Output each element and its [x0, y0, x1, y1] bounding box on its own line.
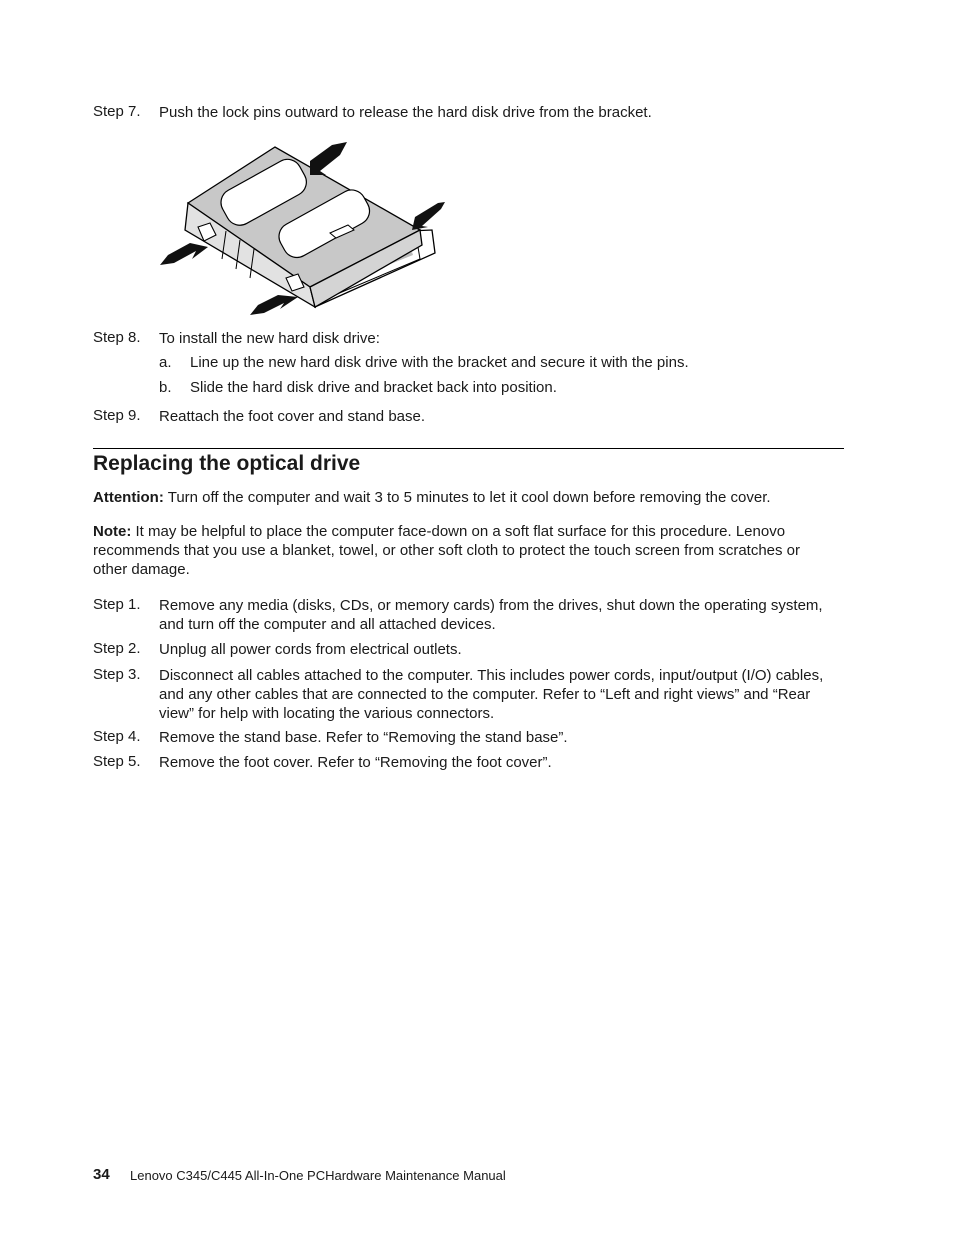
- note-text: It may be helpful to place the computer face-down on a soft flat surface for this procedure. Lenovo recommends that you use a blanket, towel, or other soft cloth to protect the touch screen from scratches or other damage.: [93, 523, 801, 578]
- step-label: Step 1.: [93, 596, 141, 613]
- attention-paragraph: [93, 488, 838, 507]
- step-text: Push the lock pins outward to release the hard disk drive from the bracket.: [159, 104, 652, 121]
- step-label: Step 4.: [93, 728, 141, 745]
- step-label: Step 3.: [93, 666, 141, 683]
- step-label: Step 7.: [93, 103, 141, 120]
- step-text: Unplug all power cords from electrical outlets.: [159, 641, 462, 658]
- note-paragraph: [93, 522, 838, 579]
- substep-text: Slide the hard disk drive and bracket back into position.: [190, 379, 557, 396]
- step-label: Step 8.: [93, 329, 141, 346]
- attention-label: Attention:: [93, 489, 164, 506]
- page-number: 34: [93, 1166, 110, 1183]
- step-label: Step 9.: [93, 407, 141, 424]
- step-text: To install the new hard disk drive:: [159, 330, 380, 347]
- step-text: Remove any media (disks, CDs, or memory cards) from the drives, shut down the operating system, and turn off the computer and all attached devices.: [159, 597, 823, 633]
- note-label: Note:: [93, 523, 132, 540]
- step-label: Step 5.: [93, 753, 141, 770]
- attention-text: Turn off the computer and wait 3 to 5 minutes to let it cool down before removing the cover.: [167, 489, 771, 506]
- substep-text: Line up the new hard disk drive with the bracket and secure it with the pins.: [190, 354, 689, 371]
- substep-label: a.: [159, 354, 172, 371]
- footer-title: Lenovo C345/C445 All-In-One PCHardware Maintenance Manual: [130, 1168, 506, 1183]
- substep-label: b.: [159, 379, 172, 396]
- step-label: Step 2.: [93, 640, 141, 657]
- step-text: Disconnect all cables attached to the computer. This includes power cords, input/output (I/O) cables, and any other cables that are connected to the computer. Refer to “Left and right views” and “Rear view” for help with locating the various connectors.: [159, 667, 824, 722]
- step-text: Remove the stand base. Refer to “Removing the stand base”.: [159, 729, 568, 746]
- section-title: Replacing the optical drive: [93, 452, 361, 475]
- section-divider: [93, 448, 844, 449]
- hdd-bracket-illustration: [150, 135, 460, 320]
- step-text: Remove the foot cover. Refer to “Removing the foot cover”.: [159, 754, 552, 771]
- step-text: Reattach the foot cover and stand base.: [159, 408, 426, 425]
